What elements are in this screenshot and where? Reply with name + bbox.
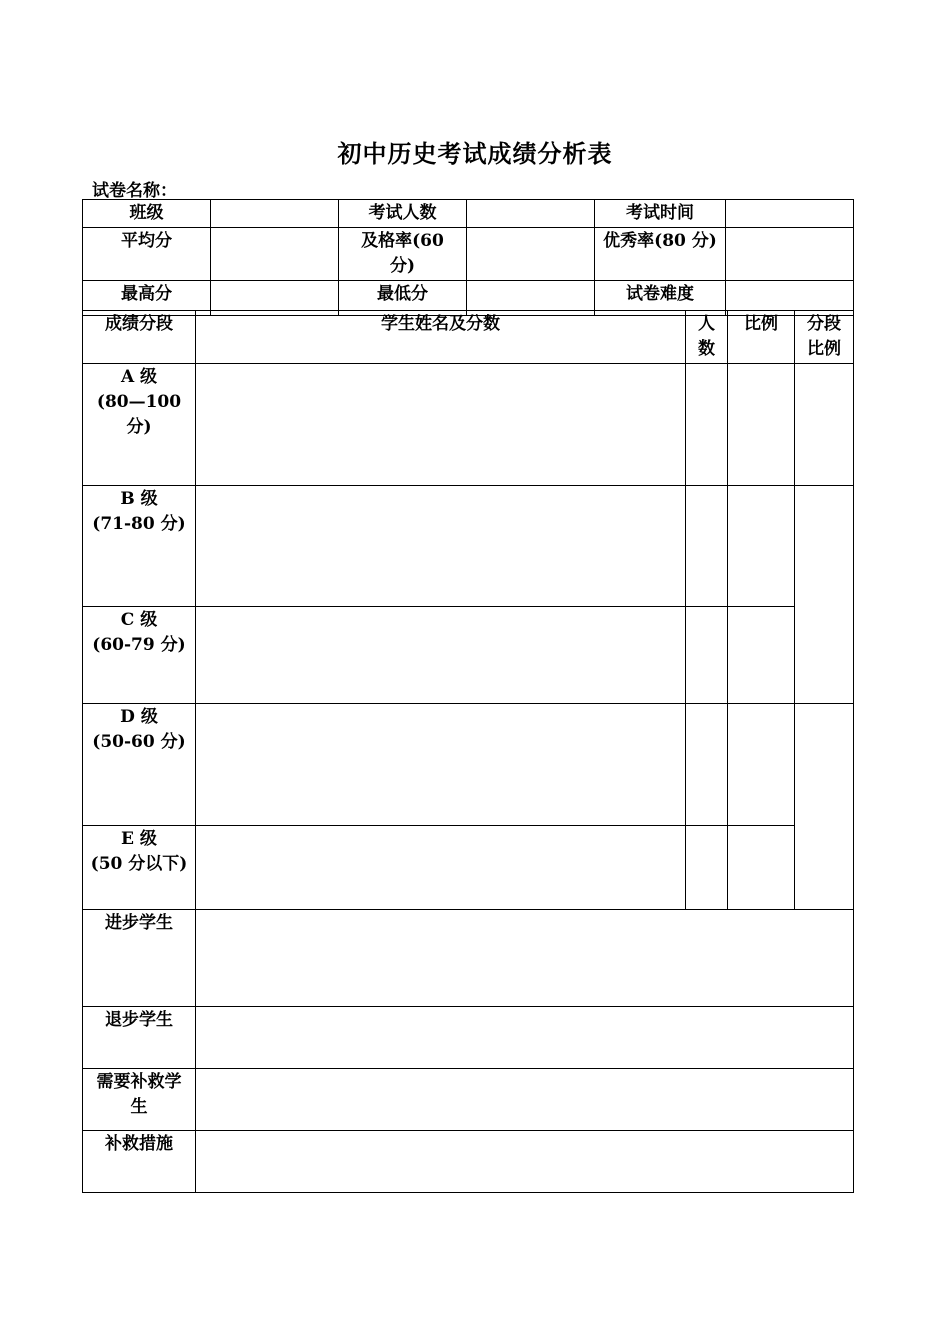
class-value-cell[interactable] xyxy=(211,200,339,228)
need-help-students-label: 需要补救学生 xyxy=(83,1069,196,1131)
grade-e-ratio-cell[interactable] xyxy=(728,826,795,910)
min-label: 最低分 xyxy=(339,281,467,316)
grade-a-names-cell[interactable] xyxy=(196,364,686,486)
grade-d-count-cell[interactable] xyxy=(686,704,728,826)
grade-b-label xyxy=(83,486,196,607)
count-header: 人数 xyxy=(686,311,728,364)
grade-name: E 级 xyxy=(121,829,157,849)
measures-label: 补救措施 xyxy=(83,1131,196,1193)
grade-a-ratio-cell[interactable] xyxy=(728,364,795,486)
segment-header: 成绩分段 xyxy=(83,311,196,364)
grade-name: D 级 xyxy=(120,707,158,727)
grade-range: (71-80 分) xyxy=(92,514,186,534)
progress-students-label: 进步学生 xyxy=(83,910,196,1007)
grade-d-label xyxy=(83,704,196,826)
grade-d-ratio-cell[interactable] xyxy=(728,704,795,826)
exam-count-value-cell[interactable] xyxy=(467,200,595,228)
grade-range: (50-60 分) xyxy=(92,732,186,752)
class-label: 班级 xyxy=(83,200,211,228)
excellent-rate-value-cell[interactable] xyxy=(726,228,854,281)
measures-cell[interactable] xyxy=(196,1131,854,1193)
grade-c-ratio-cell[interactable] xyxy=(728,607,795,704)
grade-e-label xyxy=(83,826,196,910)
avg-label: 平均分 xyxy=(83,228,211,281)
grade-a-segment-ratio-cell[interactable] xyxy=(795,364,854,486)
grade-a-count-cell[interactable] xyxy=(686,364,728,486)
ratio-header: 比例 xyxy=(728,311,795,364)
regress-students-cell[interactable] xyxy=(196,1007,854,1069)
names-scores-header: 学生姓名及分数 xyxy=(196,311,686,364)
grade-b-names-cell[interactable] xyxy=(196,486,686,607)
pass-rate-label: 及格率(60分) xyxy=(339,228,467,281)
grade-c-label xyxy=(83,607,196,704)
need-help-students-cell[interactable] xyxy=(196,1069,854,1131)
grade-c-count-cell[interactable] xyxy=(686,607,728,704)
page-title: 初中历史考试成绩分析表 xyxy=(337,139,613,168)
grade-e-count-cell[interactable] xyxy=(686,826,728,910)
grade-a-label xyxy=(83,364,196,486)
grade-range: (50 分以下) xyxy=(90,854,188,874)
grade-b-count-cell[interactable] xyxy=(686,486,728,607)
paper-name-label: 试卷名称： xyxy=(92,181,177,201)
segment-ratio-header: 分段比例 xyxy=(795,311,854,364)
progress-students-cell[interactable] xyxy=(196,910,854,1007)
difficulty-label: 试卷难度 xyxy=(595,281,726,316)
exam-count-label: 考试人数 xyxy=(339,200,467,228)
grade-e-names-cell[interactable] xyxy=(196,826,686,910)
exam-time-label: 考试时间 xyxy=(595,200,726,228)
grades-table xyxy=(82,310,854,1193)
grade-b-ratio-cell[interactable] xyxy=(728,486,795,607)
grade-name: B 级 xyxy=(120,489,158,509)
grade-c-names-cell[interactable] xyxy=(196,607,686,704)
exam-time-value-cell[interactable] xyxy=(726,200,854,228)
grade-d-names-cell[interactable] xyxy=(196,704,686,826)
summary-table xyxy=(82,199,854,316)
grade-name: A 级 xyxy=(120,367,158,387)
grade-bc-segment-ratio-cell[interactable] xyxy=(795,486,854,704)
regress-students-label: 退步学生 xyxy=(83,1007,196,1069)
excellent-rate-label: 优秀率(80 分) xyxy=(595,228,726,281)
avg-value-cell[interactable] xyxy=(211,228,339,281)
grade-name: C 级 xyxy=(120,610,158,630)
grade-range: (60-79 分) xyxy=(92,635,186,655)
grade-de-segment-ratio-cell[interactable] xyxy=(795,704,854,910)
grade-range: (80—100分) xyxy=(96,392,182,437)
max-label: 最高分 xyxy=(83,281,211,316)
pass-rate-value-cell[interactable] xyxy=(467,228,595,281)
